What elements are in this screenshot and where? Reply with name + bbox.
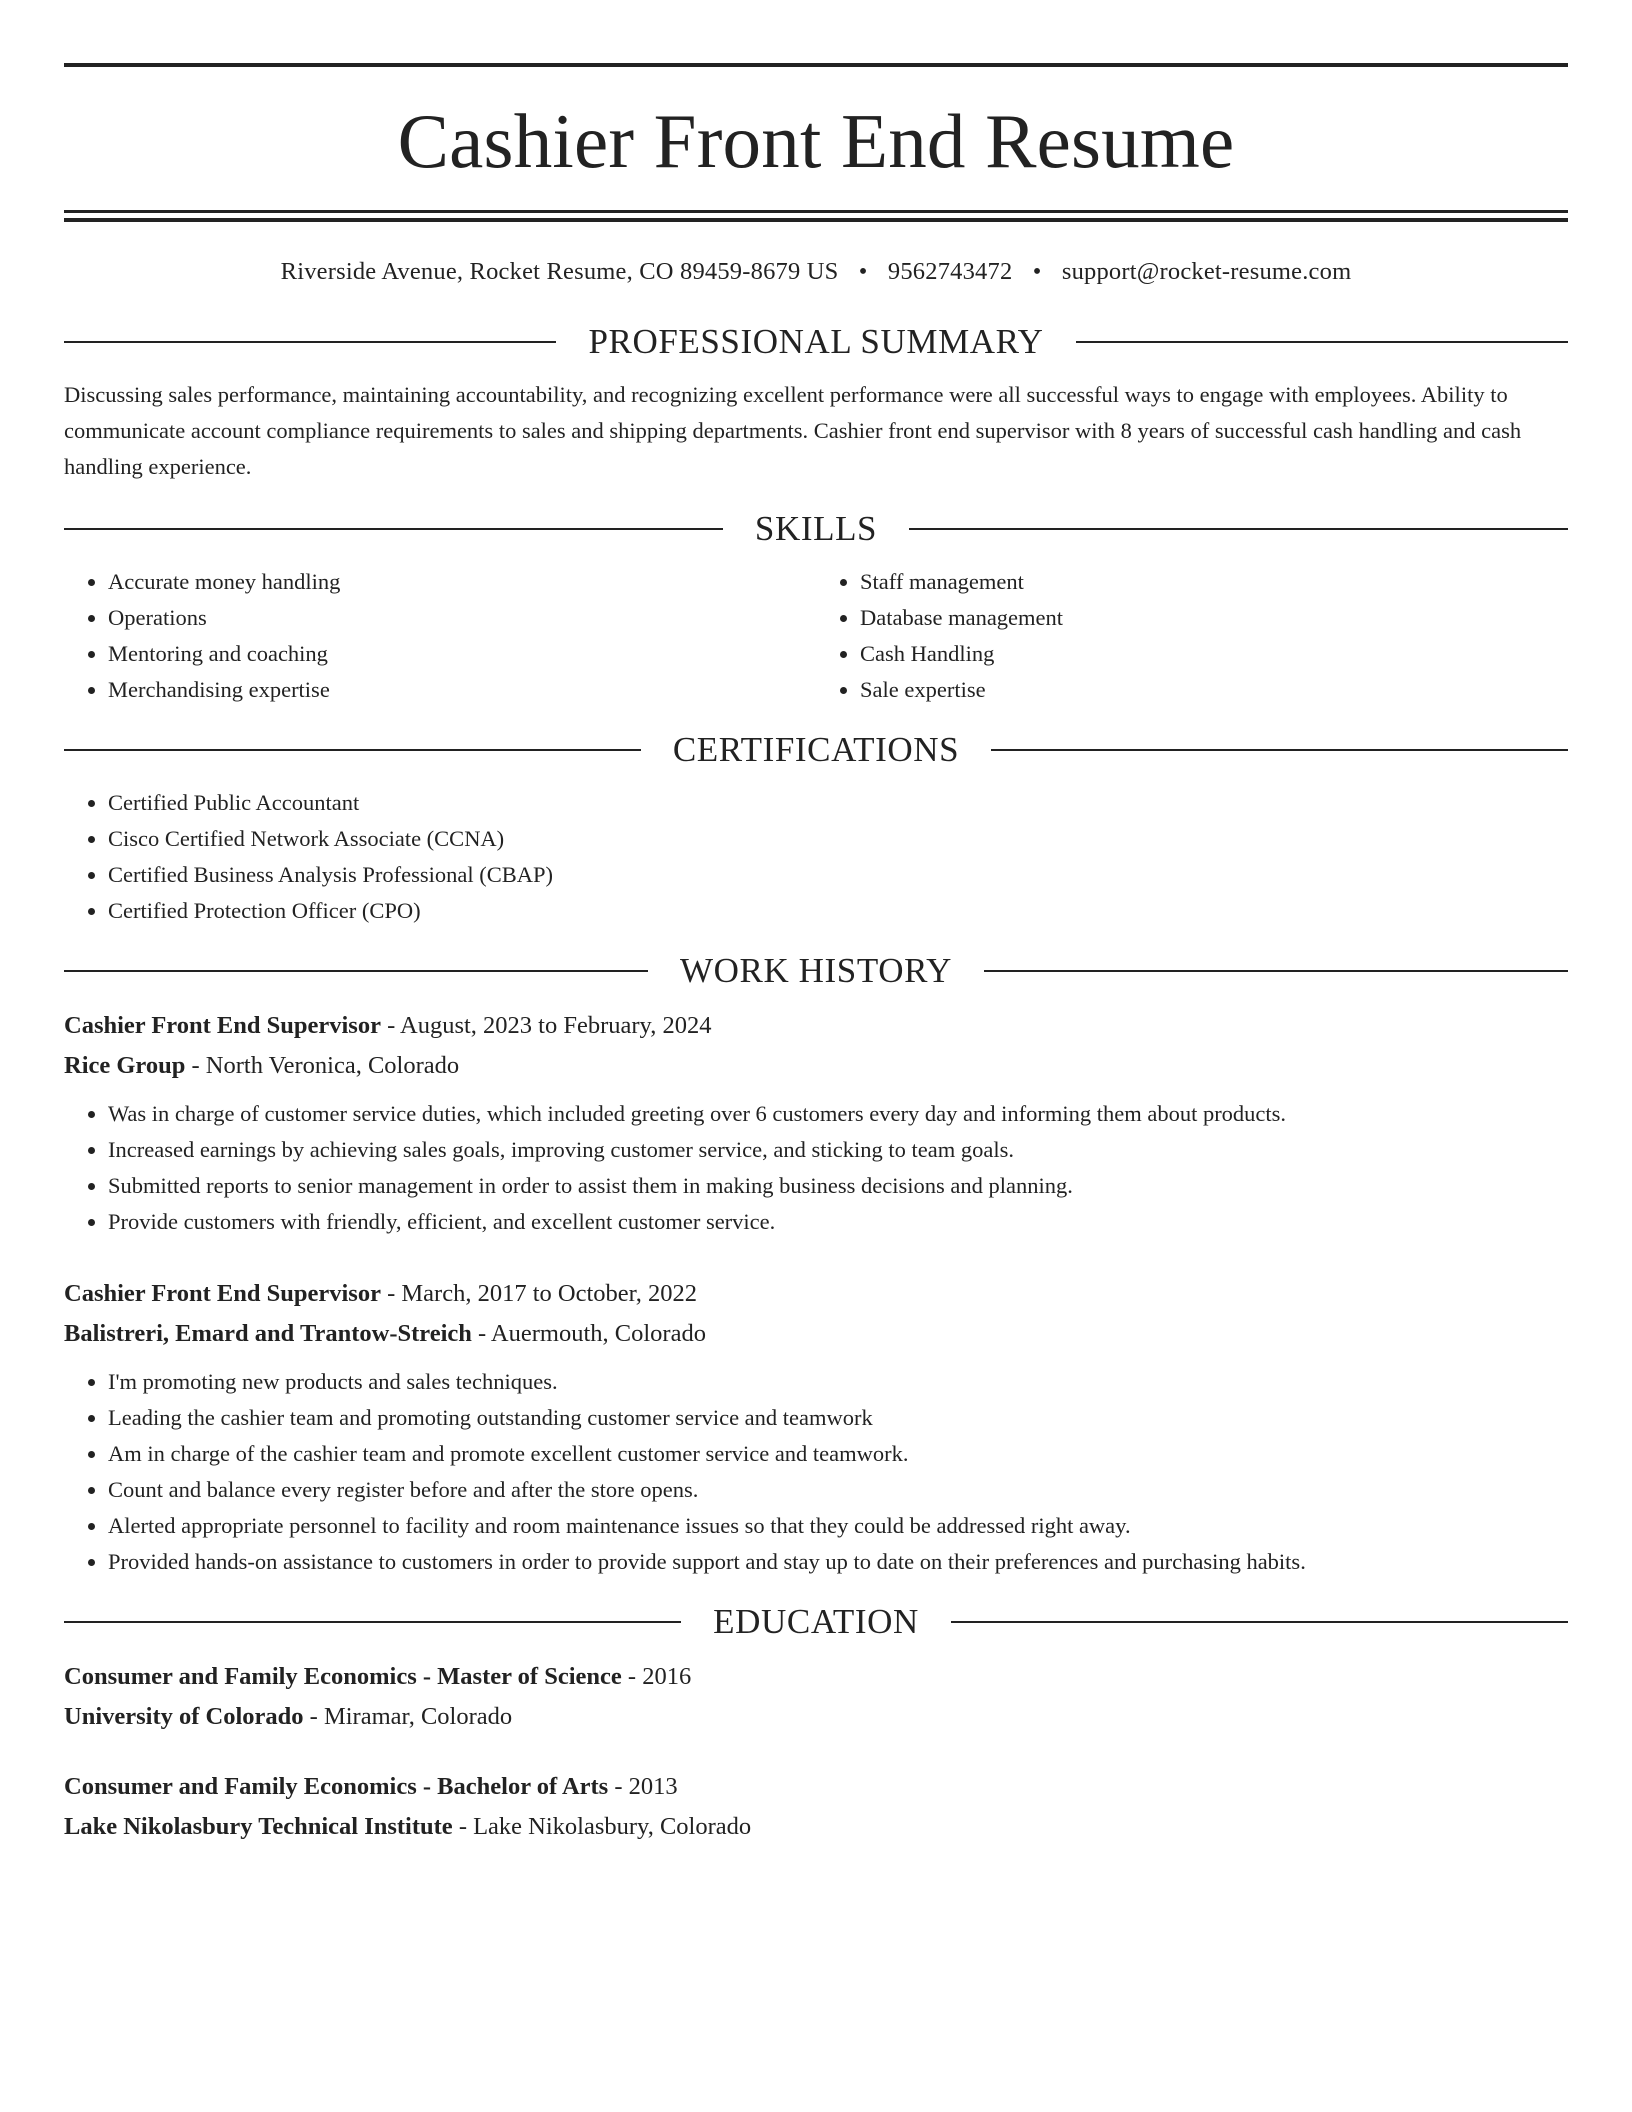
section-rule (64, 749, 641, 751)
education-entry (64, 1767, 1568, 1847)
job-bullets (64, 1364, 1568, 1580)
job-bullet: • Provide customers with friendly, efficient, and excellent customer service. (108, 1204, 1568, 1240)
section-header-education (64, 1604, 1568, 1639)
job-bullet: • Was in charge of customer service duties, which included greeting over 6 customers every day and informing them about products. (108, 1096, 1568, 1132)
section-rule (1076, 341, 1568, 343)
education-school-line (64, 1697, 1568, 1737)
education-school: University of Colorado (64, 1703, 304, 1730)
education-school-line (64, 1807, 1568, 1847)
contact-separator: • (1032, 258, 1042, 285)
job-bullets (64, 1096, 1568, 1240)
education-degree-line (64, 1767, 1568, 1807)
skill-item: • Sale expertise (860, 672, 1568, 708)
job-bullet: • Count and balance every register before and after the store opens. (108, 1472, 1568, 1508)
section-header-summary (64, 324, 1568, 359)
skills-grid (64, 564, 1568, 708)
education-degree-line (64, 1657, 1568, 1697)
skills-list-right (816, 564, 1568, 708)
certifications-list (64, 785, 1568, 929)
title-double-rule (64, 210, 1568, 222)
education-location: - Miramar, Colorado (303, 1703, 513, 1730)
section-rule (984, 970, 1568, 972)
section-header-skills (64, 511, 1568, 546)
section-rule (64, 1621, 681, 1623)
job-company-line (64, 1314, 1568, 1354)
job-title: Cashier Front End Supervisor (64, 1280, 381, 1307)
education-degree: Consumer and Family Economics - Master of Science (64, 1663, 622, 1690)
job-entry (64, 1006, 1568, 1240)
education-school: Lake Nikolasbury Technical Institute (64, 1813, 453, 1840)
contact-line (64, 258, 1568, 286)
job-location: - Auermouth, Colorado (471, 1320, 706, 1347)
job-bullet: • Am in charge of the cashier team and promote excellent customer service and teamwork. (108, 1436, 1568, 1472)
section-title-education: EDUCATION (713, 1602, 919, 1641)
certification-item: • Cisco Certified Network Associate (CCNA) (108, 821, 1568, 857)
section-title-certifications: CERTIFICATIONS (672, 730, 960, 769)
job-title: Cashier Front End Supervisor (64, 1012, 381, 1039)
education-degree: Consumer and Family Economics - Bachelor of Arts (64, 1773, 609, 1800)
job-bullet: • Increased earnings by achieving sales goals, improving customer service, and sticking to team goals. (108, 1132, 1568, 1168)
summary-text: Discussing sales performance, maintaining accountability, and recognizing excellent performance were all successful ways to engage with employees. Ability to communicate account compliance requirements to sales and shipping departments. Cashier front end supervisor with 8 years of successful cash handling and cash handling experience. (64, 382, 1522, 479)
education-year: - 2013 (608, 1773, 678, 1800)
education-year: - 2016 (621, 1663, 692, 1690)
job-bullet: • Submitted reports to senior management in order to assist them in making business decisions and planning. (108, 1168, 1568, 1204)
certification-item: • Certified Business Analysis Professional (CBAP) (108, 857, 1568, 893)
section-header-certifications (64, 732, 1568, 767)
skills-list-left (64, 564, 816, 708)
spacer (64, 1240, 1568, 1274)
skill-item: • Cash Handling (860, 636, 1568, 672)
section-title-summary: PROFESSIONAL SUMMARY (588, 322, 1044, 361)
skill-item: • Operations (108, 600, 816, 636)
certification-item: • Certified Public Accountant (108, 785, 1568, 821)
top-rule (64, 63, 1568, 67)
job-entry (64, 1274, 1568, 1580)
job-title-line (64, 1006, 1568, 1046)
job-bullet: • I'm promoting new products and sales techniques. (108, 1364, 1568, 1400)
resume-title: Cashier Front End Resume (397, 98, 1235, 184)
job-bullet: • Provided hands-on assistance to customers in order to provide support and stay up to date on their preferences and purchasing habits. (108, 1544, 1568, 1580)
skill-item: • Staff management (860, 564, 1568, 600)
section-rule (951, 1621, 1568, 1623)
section-rule (64, 341, 556, 343)
contact-email: support@rocket-resume.com (1061, 258, 1352, 285)
education-location: - Lake Nikolasbury, Colorado (452, 1813, 752, 1840)
section-rule (991, 749, 1568, 751)
spacer (64, 1737, 1568, 1767)
job-location: - North Veronica, Colorado (185, 1052, 460, 1079)
job-title-line (64, 1274, 1568, 1314)
job-bullet: • Alerted appropriate personnel to facility and room maintenance issues so that they could be addressed right away. (108, 1508, 1568, 1544)
job-bullet: • Leading the cashier team and promoting outstanding customer service and teamwork (108, 1400, 1568, 1436)
contact-phone: 9562743472 (887, 258, 1013, 285)
skill-item: • Mentoring and coaching (108, 636, 816, 672)
section-title-skills: SKILLS (754, 509, 878, 548)
job-company-line (64, 1046, 1568, 1086)
contact-address: Riverside Avenue, Rocket Resume, CO 89459-8679 US (280, 258, 839, 285)
education-entry (64, 1657, 1568, 1737)
section-rule (909, 528, 1568, 530)
job-company: Balistreri, Emard and Trantow-Streich (64, 1320, 472, 1347)
certification-item: • Certified Protection Officer (CPO) (108, 893, 1568, 929)
section-header-work (64, 953, 1568, 988)
job-company: Rice Group (64, 1052, 186, 1079)
skill-item: • Accurate money handling (108, 564, 816, 600)
section-rule (64, 970, 648, 972)
contact-separator: • (858, 258, 868, 285)
skill-item: • Merchandising expertise (108, 672, 816, 708)
skill-item: • Database management (860, 600, 1568, 636)
section-title-work: WORK HISTORY (680, 951, 952, 990)
job-dates: - August, 2023 to February, 2024 (380, 1012, 712, 1039)
job-dates: - March, 2017 to October, 2022 (380, 1280, 698, 1307)
section-rule (64, 528, 723, 530)
